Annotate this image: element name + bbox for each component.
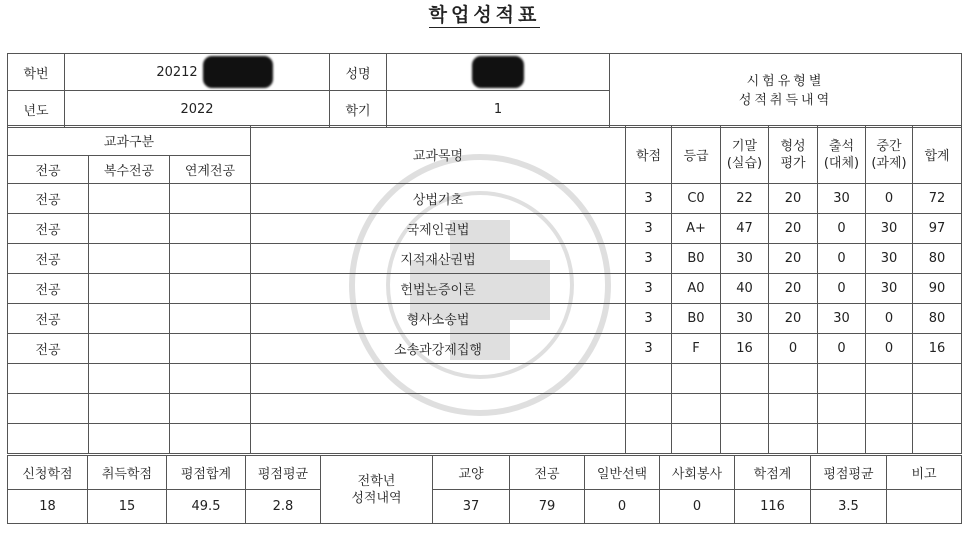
formative-score-cell: 0: [769, 334, 818, 364]
gpa-avg-value: 2.8: [246, 490, 321, 524]
credit-cell: [626, 364, 672, 394]
liberal-label: 교양: [433, 456, 510, 490]
final-score-cell: [721, 424, 769, 454]
midterm-score-cell: 30: [866, 244, 913, 274]
major-label: 전공: [510, 456, 585, 490]
grade-cell: [672, 394, 721, 424]
general-elective-value: 0: [585, 490, 660, 524]
exam-type-header: [610, 54, 962, 128]
term-value: 1: [387, 91, 610, 128]
total-score-cell: 72: [913, 184, 962, 214]
liberal-value: 37: [433, 490, 510, 524]
earned-credits-label: 취득학점: [88, 456, 167, 490]
midterm-score-cell: 30: [866, 214, 913, 244]
attendance-score-cell: 0: [818, 334, 866, 364]
attendance-header: [818, 126, 866, 184]
applied-credits-label: 신청학점: [8, 456, 88, 490]
attendance-score-cell: 30: [818, 304, 866, 334]
formative-header-line2: 평가: [780, 155, 806, 171]
credit-header: 학점: [626, 126, 672, 184]
general-elective-label: 일반선택: [585, 456, 660, 490]
credit-cell: [626, 424, 672, 454]
service-value: 0: [660, 490, 735, 524]
exam-type-header-line1: 시험유형별: [746, 73, 825, 89]
exam-type-header-line2: 성적취득내역: [738, 92, 833, 108]
final-header: [721, 126, 769, 184]
final-score-cell: 30: [721, 304, 769, 334]
linked-major-cell: [170, 214, 251, 244]
midterm-header-line2: (과제): [871, 155, 907, 171]
total-score-cell: 97: [913, 214, 962, 244]
major-cell: [8, 424, 89, 454]
grade-row: [8, 334, 962, 364]
double-major-cell: [89, 244, 170, 274]
transfer-label-line2: 성적내역: [351, 490, 402, 506]
attendance-score-cell: [818, 394, 866, 424]
midterm-score-cell: 0: [866, 184, 913, 214]
final-score-cell: 22: [721, 184, 769, 214]
linked-major-cell: [170, 244, 251, 274]
grade-cell: A0: [672, 274, 721, 304]
grade-cell: C0: [672, 184, 721, 214]
year-label: 년도: [8, 91, 65, 128]
formative-header-line1: 형성: [780, 138, 806, 154]
redaction-mark: [472, 56, 524, 88]
course-name-cell: 지적재산권법: [251, 244, 626, 274]
page-title: [0, 0, 969, 34]
course-name-cell: [251, 364, 626, 394]
credit-cell: 3: [626, 274, 672, 304]
double-major-cell: [89, 214, 170, 244]
final-score-cell: [721, 364, 769, 394]
gpa-avg-label: 평점평균: [246, 456, 321, 490]
summary-table: [7, 455, 962, 524]
midterm-score-cell: [866, 394, 913, 424]
transfer-record-label: [321, 456, 433, 524]
student-no-label: 학번: [8, 54, 65, 91]
credit-cell: 3: [626, 214, 672, 244]
student-no-value: [65, 54, 330, 91]
grade-cell: F: [672, 334, 721, 364]
gpa-sum-value: 49.5: [167, 490, 246, 524]
double-major-cell: [89, 424, 170, 454]
total-header: 합계: [913, 126, 962, 184]
remarks-label: 비고: [887, 456, 962, 490]
total-score-cell: 90: [913, 274, 962, 304]
total-score-cell: 80: [913, 304, 962, 334]
service-label: 사회봉사: [660, 456, 735, 490]
final-header-line1: 기말: [731, 138, 758, 154]
midterm-header: [866, 126, 913, 184]
gpa-sum-label: 평점합계: [167, 456, 246, 490]
formative-score-cell: [769, 424, 818, 454]
grade-row: [8, 214, 962, 244]
course-name-cell: [251, 394, 626, 424]
attendance-score-cell: [818, 424, 866, 454]
midterm-score-cell: [866, 364, 913, 394]
major-cell: 전공: [8, 304, 89, 334]
grade-header: 등급: [672, 126, 721, 184]
final-header-line2: (실습): [726, 155, 763, 171]
grade-row: [8, 394, 962, 424]
formative-header: [769, 126, 818, 184]
attendance-header-line1: 출석: [828, 138, 855, 154]
linked-major-cell: [170, 274, 251, 304]
linked-major-subheader: 연계전공: [170, 156, 251, 184]
grade-row: [8, 364, 962, 394]
final-score-cell: 40: [721, 274, 769, 304]
major-cell: 전공: [8, 214, 89, 244]
major-cell: 전공: [8, 334, 89, 364]
final-score-cell: 30: [721, 244, 769, 274]
linked-major-cell: [170, 424, 251, 454]
linked-major-cell: [170, 334, 251, 364]
attendance-score-cell: 0: [818, 244, 866, 274]
credit-total-label: 학점계: [735, 456, 811, 490]
course-name-cell: [251, 424, 626, 454]
formative-score-cell: 20: [769, 274, 818, 304]
total-score-cell: 80: [913, 244, 962, 274]
formative-score-cell: 20: [769, 214, 818, 244]
applied-credits-value: 18: [8, 490, 88, 524]
double-major-cell: [89, 184, 170, 214]
transfer-gpa-avg-value: 3.5: [811, 490, 887, 524]
total-score-cell: [913, 364, 962, 394]
redaction-mark: [203, 56, 273, 88]
formative-score-cell: 20: [769, 184, 818, 214]
student-no-text: 20212: [156, 64, 198, 80]
credit-total-value: 116: [735, 490, 811, 524]
total-score-cell: 16: [913, 334, 962, 364]
linked-major-cell: [170, 394, 251, 424]
grade-cell: B0: [672, 244, 721, 274]
grade-row: [8, 244, 962, 274]
name-label: 성명: [330, 54, 387, 91]
credit-cell: 3: [626, 334, 672, 364]
linked-major-cell: [170, 304, 251, 334]
term-label: 학기: [330, 91, 387, 128]
grade-row: [8, 424, 962, 454]
grade-rows: [8, 184, 962, 454]
course-name-cell: 상법기초: [251, 184, 626, 214]
double-major-cell: [89, 334, 170, 364]
double-major-cell: [89, 274, 170, 304]
major-cell: [8, 394, 89, 424]
credit-cell: 3: [626, 184, 672, 214]
total-score-cell: [913, 424, 962, 454]
major-cell: 전공: [8, 274, 89, 304]
midterm-score-cell: 0: [866, 334, 913, 364]
course-name-cell: 형사소송법: [251, 304, 626, 334]
grades-table: [7, 125, 962, 454]
major-value: 79: [510, 490, 585, 524]
credit-cell: 3: [626, 244, 672, 274]
final-score-cell: 47: [721, 214, 769, 244]
transfer-label-line1: 전학년: [357, 473, 396, 489]
student-info-table: [7, 53, 962, 128]
course-header: 교과목명: [251, 126, 626, 184]
formative-score-cell: 20: [769, 244, 818, 274]
year-value: 2022: [65, 91, 330, 128]
formative-score-cell: [769, 364, 818, 394]
total-score-cell: [913, 394, 962, 424]
course-name-cell: 국제인권법: [251, 214, 626, 244]
transfer-gpa-avg-label: 평점평균: [811, 456, 887, 490]
grade-cell: B0: [672, 304, 721, 334]
name-value: [387, 54, 610, 91]
page-title-text: 학업성적표: [428, 4, 541, 26]
grade-cell: [672, 424, 721, 454]
formative-score-cell: [769, 394, 818, 424]
grade-row: [8, 184, 962, 214]
course-name-cell: 소송과강제집행: [251, 334, 626, 364]
final-score-cell: [721, 394, 769, 424]
double-major-cell: [89, 304, 170, 334]
grade-row: [8, 304, 962, 334]
midterm-score-cell: 30: [866, 274, 913, 304]
attendance-score-cell: 0: [818, 214, 866, 244]
attendance-score-cell: 0: [818, 274, 866, 304]
grade-row: [8, 274, 962, 304]
credit-cell: [626, 394, 672, 424]
final-score-cell: 16: [721, 334, 769, 364]
midterm-score-cell: 0: [866, 304, 913, 334]
attendance-header-line2: (대체): [823, 155, 860, 171]
attendance-score-cell: 30: [818, 184, 866, 214]
midterm-score-cell: [866, 424, 913, 454]
formative-score-cell: 20: [769, 304, 818, 334]
grade-cell: [672, 364, 721, 394]
major-cell: 전공: [8, 244, 89, 274]
earned-credits-value: 15: [88, 490, 167, 524]
grade-cell: A+: [672, 214, 721, 244]
major-subheader: 전공: [8, 156, 89, 184]
double-major-subheader: 복수전공: [89, 156, 170, 184]
midterm-header-line1: 중간: [876, 138, 902, 154]
remarks-value: [887, 490, 962, 524]
category-header: 교과구분: [8, 126, 251, 156]
double-major-cell: [89, 394, 170, 424]
major-cell: 전공: [8, 184, 89, 214]
credit-cell: 3: [626, 304, 672, 334]
double-major-cell: [89, 364, 170, 394]
linked-major-cell: [170, 184, 251, 214]
linked-major-cell: [170, 364, 251, 394]
major-cell: [8, 364, 89, 394]
course-name-cell: 헌법논증이론: [251, 274, 626, 304]
attendance-score-cell: [818, 364, 866, 394]
